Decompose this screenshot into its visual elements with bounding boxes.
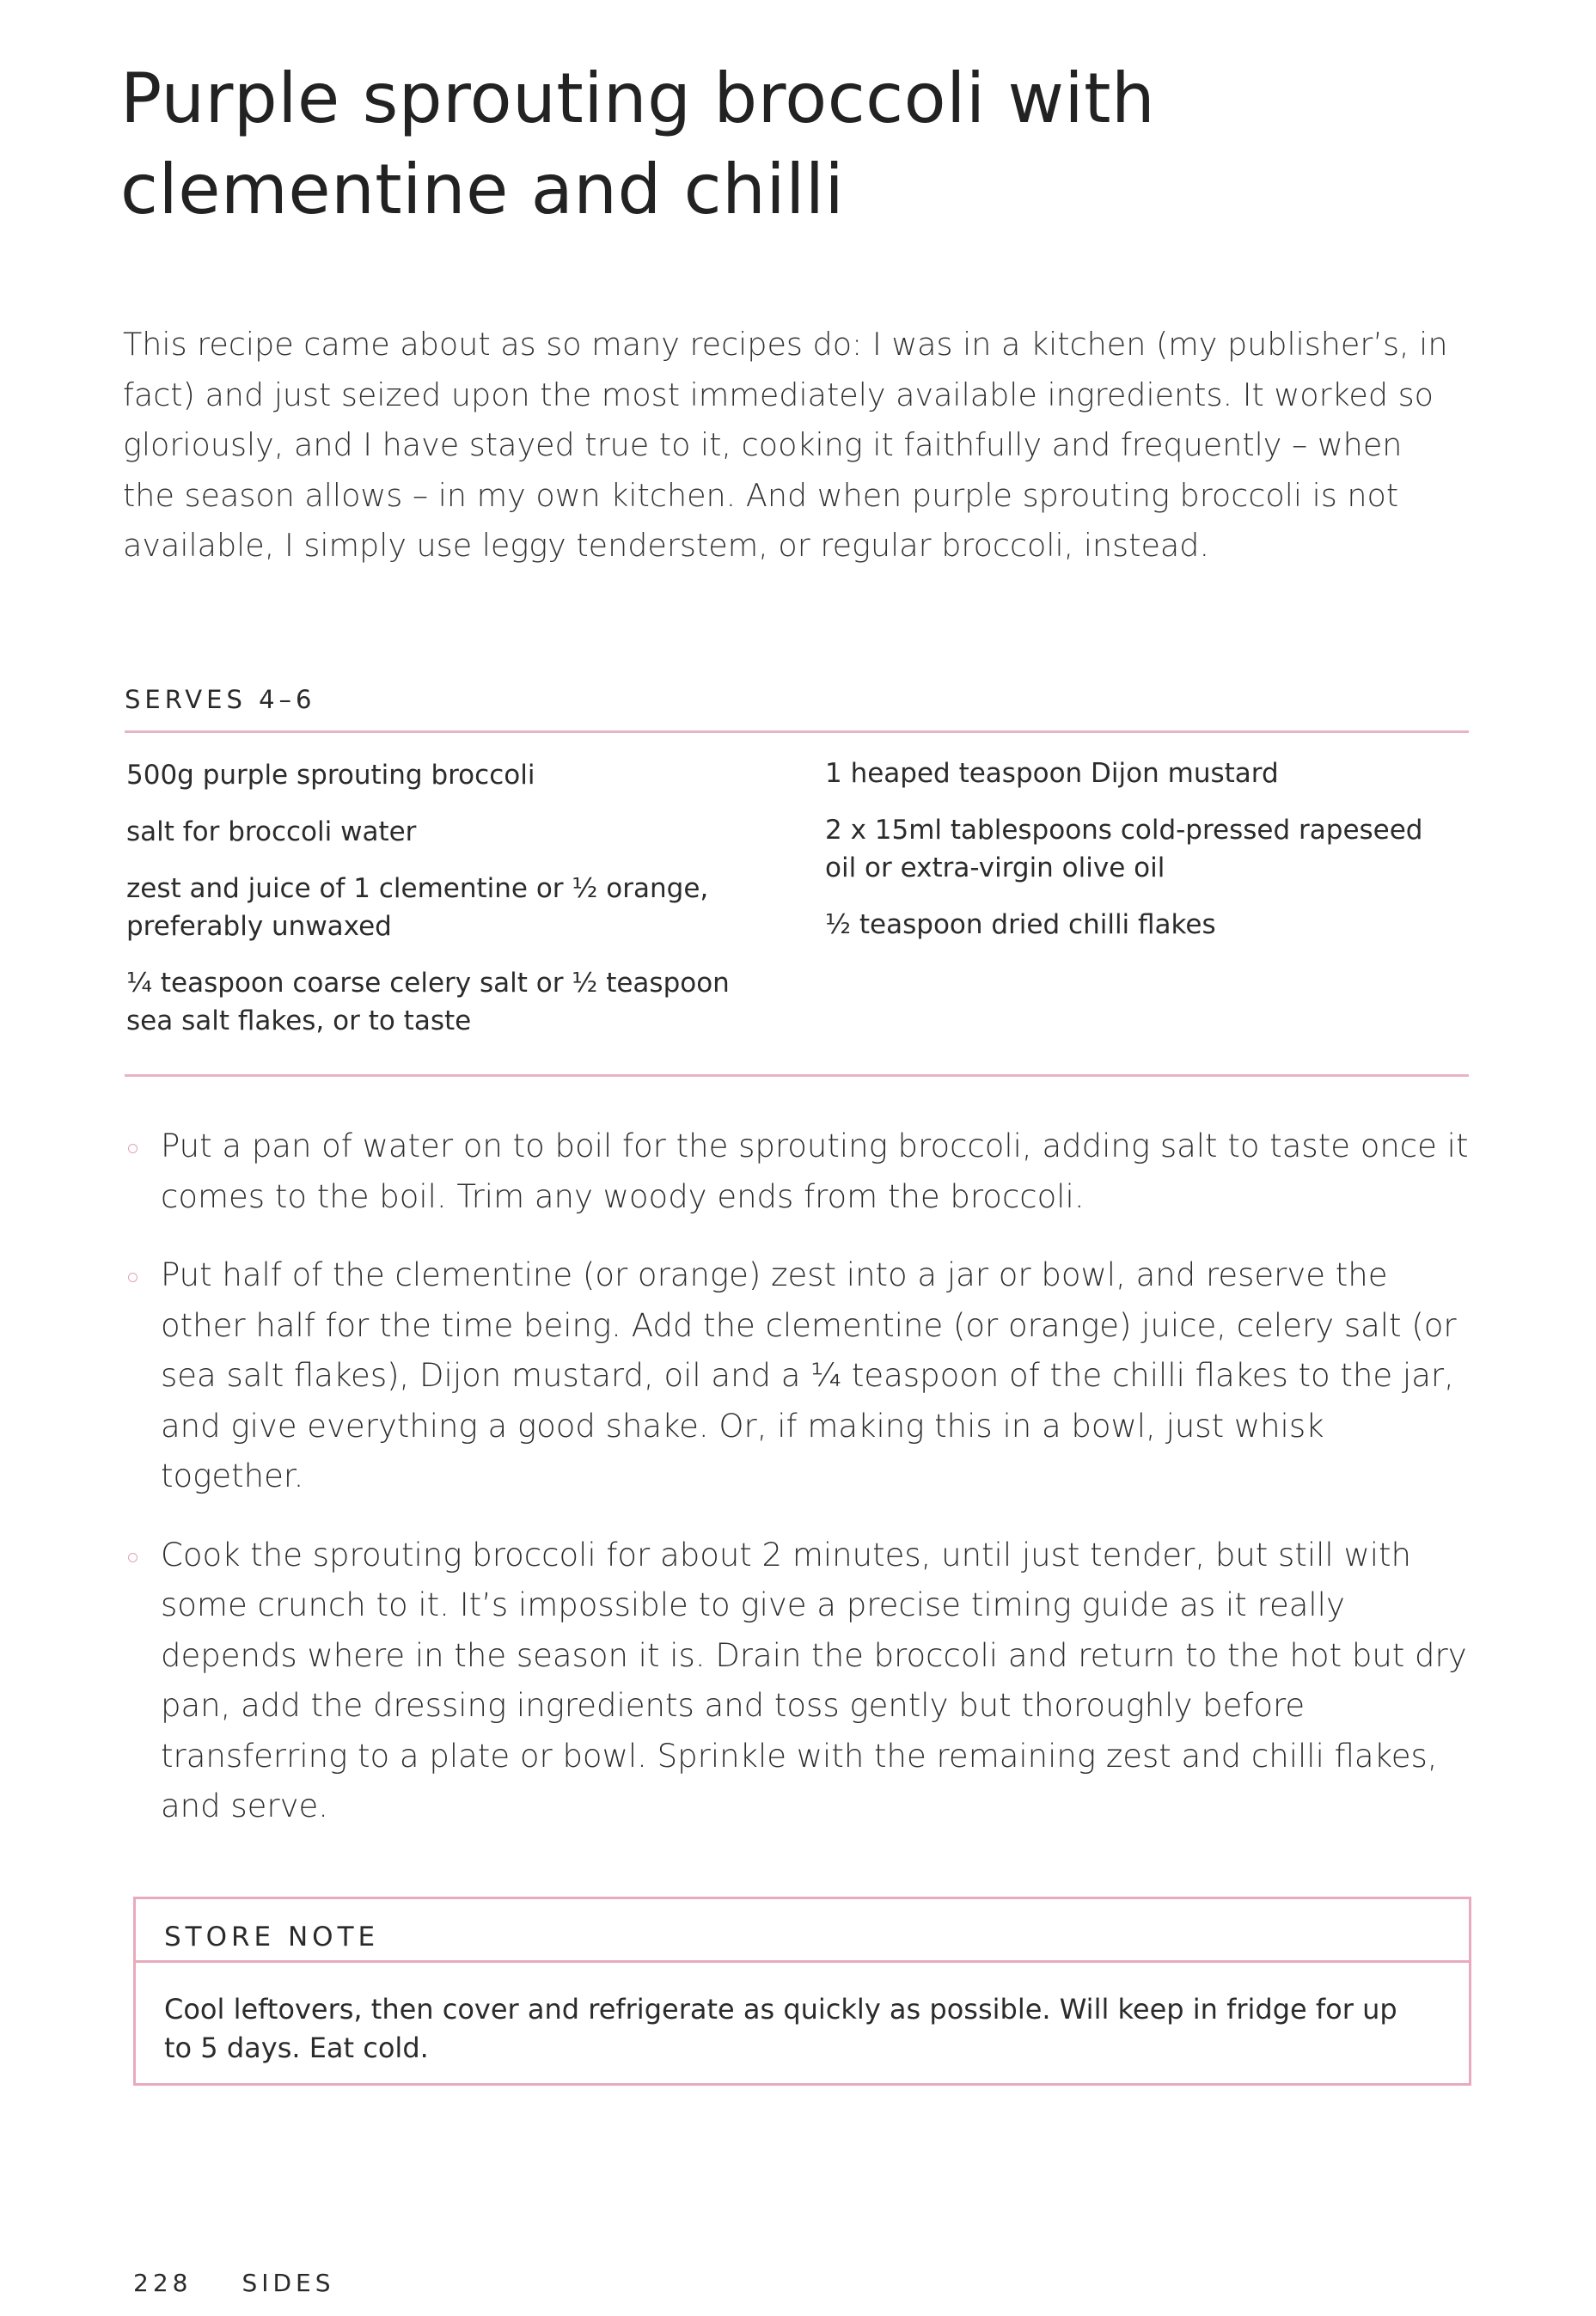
bullet-circle-icon [128,1144,138,1153]
ingredient-item: ¼ teaspoon coarse celery salt or ½ teaspoon sea salt flakes, or to taste [126,968,730,1036]
store-note-text: Cool leftovers, then cover and refrigerate as quickly as possible. Will keep in fridge for up to 5 days. Eat cold. [164,1993,1397,2064]
method-step-text: Put half of the clementine (or orange) zest into a jar or bowl, and reserve the other half for the time being. Add the clementine (or orange) juice, celery salt (or sea salt flakes), Dijon mustard, oil and a ¼ teaspoon of the chilli flakes to the jar, and give everything a good shake. Or, if making this in a bowl, just whisk together. [161,1256,1457,1494]
bullet-circle-icon [128,1273,138,1282]
method-step-text: Put a pan of water on to boil for the sprouting broccoli, adding salt to taste once it comes to the boil. Trim any woody ends from the broccoli. [161,1127,1469,1215]
ingredients-top-divider [125,730,1469,733]
section-name: SIDES [242,2269,335,2297]
recipe-intro: This recipe came about as so many recipes do: I was in a kitchen (my publisher’s, in fact) and just seized upon the most immediately available ingredients. It worked so gloriously, and I have stayed true to it, cooking it faithfully and frequently – when the season allows – in my own kitchen. And when purple sprouting broccoli is not available, I simply use leggy tenderstem, or regular broccoli, instead. [123,326,1448,564]
serves-label: SERVES 4–6 [125,685,316,714]
ingredient-item: 500g purple sprouting broccoli [126,760,535,791]
method-step-text: Cook the sprouting broccoli for about 2 minutes, until just tender, but still with some crunch to it. It’s impossible to give a precise timing guide as it really depends where in the season it is. Drain the broccoli and return to the hot but dry pan, add the dressing ingredients and toss gently but thoroughly before transferring to a plate or bowl. Sprinkle with the remaining zest and chilli flakes, and serve. [161,1536,1467,1824]
method-step [125,1121,1474,1222]
recipe-title: Purple sprouting broccoli with clementine and chilli [120,58,1156,229]
store-note-title: STORE NOTE [164,1922,380,1952]
method-step [125,1250,1474,1502]
page-number: 228 [133,2269,193,2297]
page-footer [133,2269,335,2297]
ingredients-list-left [126,756,745,1059]
ingredient-item: 1 heaped teaspoon Dijon mustard [825,758,1279,789]
method-step [125,1531,1474,1832]
ingredient-item: zest and juice of 1 clementine or ½ orange, preferably unwaxed [126,873,709,942]
ingredient-item: 2 x 15ml tablespoons cold-pressed rapeseed oil or extra-virgin olive oil [825,815,1423,883]
ingredient-item: salt for broccoli water [126,816,417,847]
store-note-box [133,1897,1471,2086]
ingredient-item: ½ teaspoon dried chilli flakes [825,909,1216,940]
method-steps [125,1121,1474,1861]
ingredients-bottom-divider [125,1074,1469,1077]
bullet-circle-icon [128,1553,138,1562]
ingredients-list-right [825,755,1461,962]
store-note-header [136,1899,1469,1963]
